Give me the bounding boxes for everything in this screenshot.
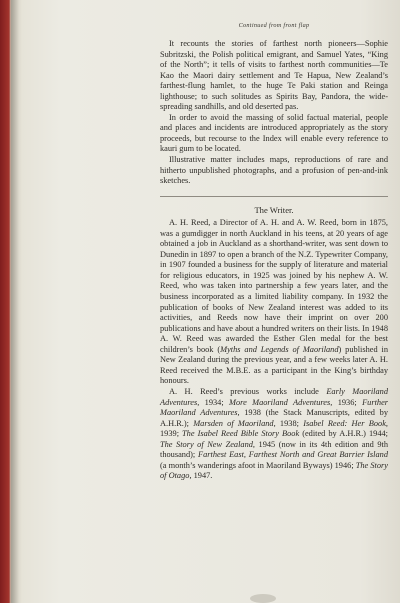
works-text-9: (a month’s wanderings afoot in Maoriland Byways) 1946; bbox=[160, 460, 356, 470]
works-text-6: (edited by A.H.R.) 1944; bbox=[299, 429, 388, 439]
works-title-0: Early Maoriland Adventures bbox=[160, 386, 388, 407]
works-title-3: Marsden of Maoriland bbox=[193, 418, 274, 428]
intro-paragraph-3: Illustrative matter includes maps, reproductions of rare and hitherto unpublished photographs, and a profusion of pen-and-ink sketches. bbox=[160, 155, 388, 186]
works-text-2: , 1936; bbox=[330, 397, 363, 407]
continued-note: Continued from front flap bbox=[238, 22, 310, 29]
works-title-4: Isabel Reed: Her Book bbox=[303, 418, 386, 428]
spine-shadow bbox=[11, 0, 19, 603]
writer-bio-text: A. H. Reed, a Director of A. H. and A. W. Reed, born in 1875, was a gumdigger in north Auckland in his teens, at 20 years of age obtained a job in Auckland as a shorthand-writer, was sent down to Dunedin in 1897 to open a branch of the N.Z. Typewriter Company, in 1907 founded a business for the supply of literature and material for religious educators, in 1925 was joined by his nephew A. W. Reed, who was taken into partnership a few years later, and the business incorporated as a limited liability company. In 1932 the publication of books of New Zealand interest was added to its activities, and Reeds now have their imprint on over 200 publications and have about a hundred writers on their lists. In 1948 A. W. Reed was awarded the Esther Glen medal for the best children’s book ( bbox=[160, 218, 388, 354]
works-title-2: Further Maoriland Adventures bbox=[160, 397, 389, 418]
previous-works-paragraph bbox=[160, 387, 388, 482]
works-text-1: , 1934; bbox=[197, 397, 230, 407]
intro-paragraph-1: It recounts the stories of farthest north pioneers—Sophie Subritzski, the Polish political emigrant, and Samuel Yates, “King of the North”; it tells of visits to farthest north communities—Te Kao the Maori dairy settlement and Te Hapua, New Zealand’s farthest-flung hamlet, to the huge Te Paki station and Reinga lighthouse; to such solitudes as Spirits Bay, Pandora, the wide-spreading sandhills, and old deserted pas. bbox=[160, 39, 388, 112]
works-text-10: , 1947. bbox=[189, 471, 213, 481]
works-title-5: The Isabel Reed Bible Story Book bbox=[182, 429, 300, 439]
writer-bio-book-title: Myths and Legends of Maoriland bbox=[220, 344, 339, 354]
works-text-8: , bbox=[243, 450, 249, 460]
works-title-8: Farthest North and Great Barrier Island bbox=[248, 450, 388, 460]
works-text-5: , 1939; bbox=[160, 418, 388, 439]
works-title-1: More Maoriland Adventures bbox=[229, 397, 331, 407]
works-title-9: The Story of Otago bbox=[160, 460, 388, 481]
works-title-7: Farthest East bbox=[198, 450, 244, 460]
works-text-7: , 1945 (now in its 4th edition and 9th thousand); bbox=[160, 439, 388, 460]
works-text-3: , 1938 (the Stack Manuscripts, edited by A.H.R.); bbox=[160, 408, 388, 428]
works-text-0: A. H. Reed’s previous works include bbox=[169, 386, 327, 396]
section-divider bbox=[160, 196, 388, 197]
writer-biography-paragraph bbox=[160, 218, 388, 387]
works-title-6: The Story of New Zealand bbox=[160, 439, 253, 449]
writer-heading: The Writer. bbox=[254, 204, 294, 215]
paper-stain bbox=[250, 594, 276, 603]
flap-text-column bbox=[160, 22, 388, 482]
works-text-4: , 1938; bbox=[273, 418, 304, 428]
writer-bio-tail: ) published in New Zealand during the previous year, and a few weeks later A. H. Reed received the M.B.E. as a participant in the King’s birthday honours. bbox=[160, 344, 388, 386]
intro-paragraph-2: In order to avoid the massing of solid factual material, people and places and incidents are introduced appropriately as the story proceeds, but recourse to the Index will enable every reference to kauri gum to be located. bbox=[160, 112, 388, 154]
